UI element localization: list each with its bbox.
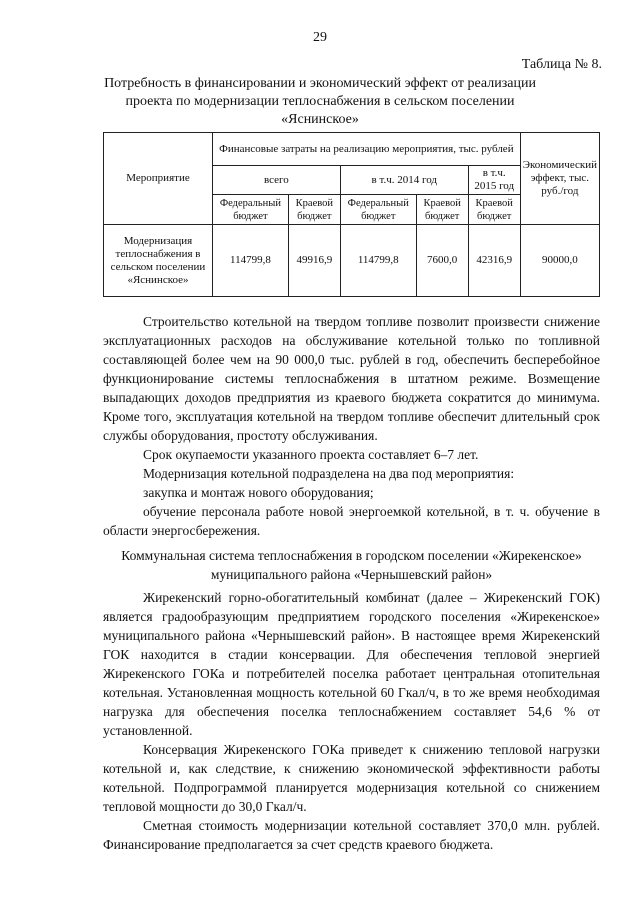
header-2014: в т.ч. 2014 год — [340, 166, 468, 195]
table-label: Таблица № 8. — [521, 57, 602, 72]
cell-2014-regional: 7600,0 — [416, 225, 468, 297]
paragraph: Строительство котельной на твердом топливе позволит произвести снижение эксплуатационных расходов на обслуживание котельной только по топливной составляющей более чем на 90 000,0 тыс. рублей в год, обеспечить бесперебойное функционирование системы теплоснабжения в штатном режиме. Возмещение выпадающих доходов предприятия из краевого бюджета сократится до минимума. Кроме того, эксплуатация котельной на твердом топливе обеспечит длительный срок службы оборудования, простоту обслуживания. — [103, 314, 600, 443]
header-effect: Экономический эффект, тыс. руб./год — [520, 133, 599, 225]
body-text-1 — [103, 312, 600, 540]
cell-2014-federal: 114799,8 — [340, 225, 416, 297]
cell-total-regional: 49916,9 — [288, 225, 340, 297]
header-event: Мероприятие — [104, 133, 213, 225]
header-regional-budget: Краевой бюджет — [416, 195, 468, 225]
header-regional-budget: Краевой бюджет — [468, 195, 520, 225]
paragraph: Модернизация котельной подразделена на два под мероприятия: — [143, 466, 515, 481]
paragraph: обучение персонала работе новой энергоемкой котельной, в т. ч. обучение в области энергосбережения. — [103, 504, 600, 538]
paragraph: закупка и монтаж нового оборудования; — [143, 485, 374, 500]
table-caption: Потребность в финансировании и экономический эффект от реализации проекта по модернизации теплоснабжения в сельском поселении «Яснинское» — [104, 76, 536, 127]
cell-effect: 90000,0 — [520, 225, 599, 297]
cell-2015-regional: 42316,9 — [468, 225, 520, 297]
table-row — [104, 225, 600, 297]
header-costs: Финансовые затраты на реализацию мероприятия, тыс. рублей — [213, 133, 521, 166]
header-federal-budget: Федеральный бюджет — [213, 195, 289, 225]
paragraph: Консервация Жирекенского ГОКа приведет к снижению тепловой нагрузки котельной и, как следствие, к снижению экономической эффективности работы котельной. Подпрограммой планируется модернизация котельной со снижением тепловой мощности до 30,0 Гкал/ч. — [103, 742, 600, 814]
header-2015: в т.ч. 2015 год — [468, 166, 520, 195]
header-total: всего — [213, 166, 341, 195]
row-event-name: Модернизация теплоснабжения в сельском поселении «Яснинское» — [104, 225, 213, 297]
paragraph: Срок окупаемости указанного проекта составляет 6–7 лет. — [143, 447, 479, 462]
page-number: 29 — [313, 30, 327, 45]
cell-total-federal: 114799,8 — [213, 225, 289, 297]
header-federal-budget: Федеральный бюджет — [340, 195, 416, 225]
section-title: Коммунальная система теплоснабжения в городском поселении «Жирекенское» муниципального района «Чернышевский район» — [121, 548, 582, 582]
financing-table — [103, 132, 600, 297]
header-regional-budget: Краевой бюджет — [288, 195, 340, 225]
body-text-2 — [103, 588, 600, 854]
paragraph: Жирекенский горно-обогатительный комбинат (далее – Жирекенский ГОК) является градообразующим предприятием городского поселения «Жирекенское» муниципального района «Чернышевский район». В настоящее время Жирекенский ГОК находится в стадии консервации. Для обеспечения тепловой энергией Жирекенского ГОКа и потребителей поселка работает центральная отопительная котельная. Установленная мощность котельной 60 Гкал/ч, в то же время необходимая нагрузка для обеспечения поселка теплоснабжением составляет 54,6 % от установленной. — [103, 590, 600, 738]
paragraph: Сметная стоимость модернизации котельной составляет 370,0 млн. рублей. Финансирование предполагается за счет средств краевого бюджета. — [103, 818, 600, 852]
